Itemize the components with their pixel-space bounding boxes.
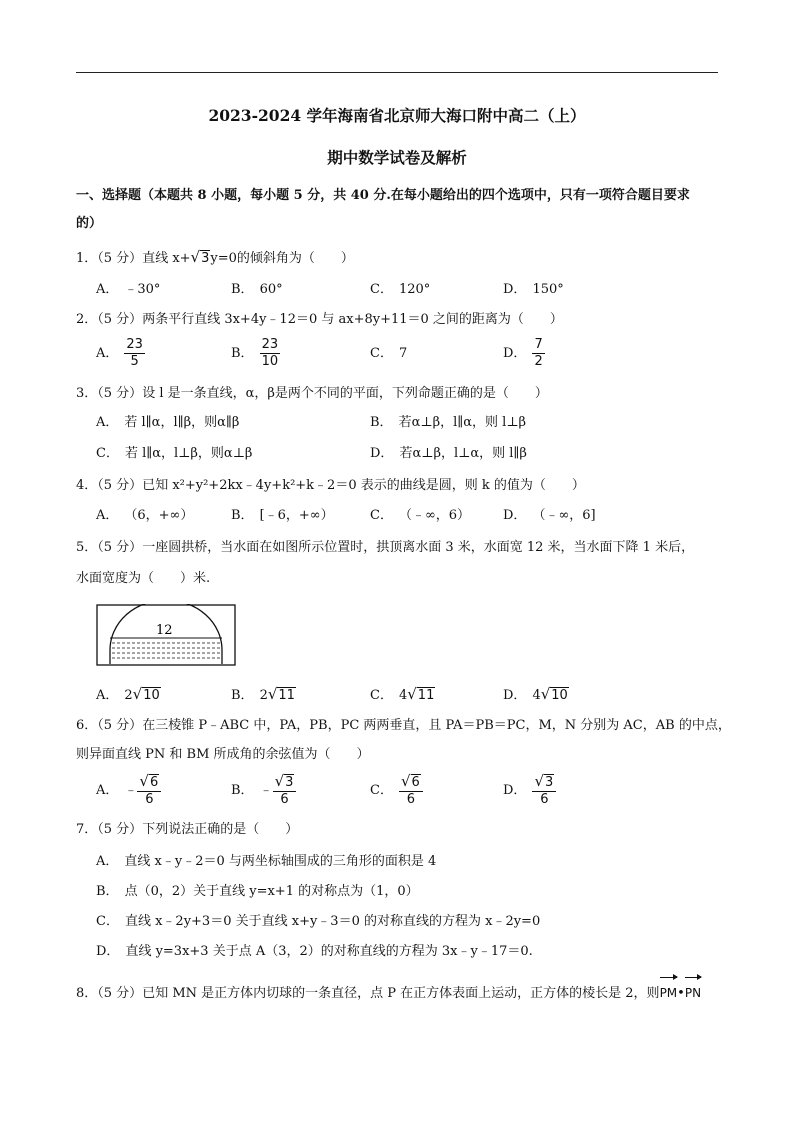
exam-subtitle: 期中数学试卷及解析	[327, 148, 467, 167]
question-number: 8．（5 分）	[76, 986, 143, 1001]
option-a[interactable]: A． $\frac{23}{5}$	[96, 337, 143, 369]
section-heading-line2: 的）	[76, 216, 103, 231]
header-rule	[76, 72, 718, 73]
question-number: 2．（5 分）	[76, 312, 143, 327]
question-5-line2: 水面宽度为（ ）米.	[76, 571, 211, 586]
question-7	[76, 816, 726, 843]
question-1	[76, 244, 726, 272]
option-c[interactable]: C． 7	[370, 346, 408, 361]
option-b[interactable]: B． 点（0，2）关于直线 y=x+1 的对称点为（1，0）	[96, 884, 419, 899]
vector-pm: PM	[660, 980, 678, 1007]
option-a[interactable]: A． ﹣30°	[96, 282, 161, 297]
fraction: $\frac{√6}{6}$	[137, 774, 161, 807]
fraction: $\frac{√3}{6}$	[532, 774, 556, 807]
fraction: $\frac{23}{10}$	[261, 337, 279, 369]
option-b[interactable]: B． 60°	[231, 282, 283, 297]
option-a[interactable]: A． 直线 x﹣y﹣2＝0 与两坐标轴围成的三角形的面积是 4	[96, 854, 437, 869]
sqrt-expression: √10	[132, 685, 160, 703]
option-c[interactable]: C． 120°	[370, 282, 431, 297]
option-b[interactable]: B． ﹣ $\frac{√3}{6}$	[231, 774, 296, 807]
option-d[interactable]: D． （﹣∞，6]	[503, 508, 596, 523]
fraction: $\frac{7}{2}$	[534, 337, 543, 369]
question-4	[76, 472, 726, 499]
option-d[interactable]: D． $\frac{7}{2}$	[503, 337, 543, 369]
question-number: 3．（5 分）	[76, 386, 143, 401]
option-b[interactable]: B． [﹣6，+∞）	[231, 508, 334, 523]
option-d[interactable]: D． 4√10	[503, 684, 569, 706]
question-number: 5．（5 分）	[76, 540, 143, 555]
question-number: 1．（5 分）	[76, 251, 143, 266]
section-heading	[76, 182, 722, 238]
option-d[interactable]: D． 若α⊥β，l⊥α，则 l∥β	[370, 446, 527, 461]
question-text: 设 l 是一条直线，α，β是两个不同的平面，下列命题正确的是（ ）	[142, 386, 548, 401]
question-text: 直线 x+	[142, 251, 191, 266]
fraction: $\frac{23}{5}$	[126, 337, 143, 369]
section-heading-line1: 一、选择题（本题共 8 小题，每小题 5 分，共 40 分.在每小题给出的四个选项中，只有一项符合题目要求	[76, 188, 690, 203]
dot-operator: •	[677, 986, 685, 1001]
arch-bridge-figure	[96, 604, 236, 666]
option-c[interactable]: C． （﹣∞，6）	[370, 508, 471, 523]
question-6-line2: 则异面直线 PN 和 BM 所成角的余弦值为（ ）	[76, 747, 370, 762]
question-2	[76, 306, 726, 333]
option-c[interactable]: C． 4√11	[370, 684, 435, 706]
option-d[interactable]: D． $\frac{√3}{6}$	[503, 774, 556, 807]
option-a[interactable]: A． 若 l∥α，l∥β，则α∥β	[96, 415, 240, 430]
figure-label: 12	[156, 623, 173, 638]
question-text: 已知 MN 是正方体内切球的一条直径，点 P 在正方体表面上运动，正方体的棱长是 2，则	[142, 986, 660, 1001]
question-3	[76, 380, 726, 407]
exam-title: 2023-2024 学年海南省北京师大海口附中高二（上）	[208, 106, 586, 125]
question-text: 在三棱锥 P﹣ABC 中，PA，PB，PC 两两垂直，且 PA＝PB＝PC，M，N 分别为 AC，AB 的中点，	[142, 718, 731, 733]
question-text: 已知 x²+y²+2kx﹣4y+k²+k﹣2＝0 表示的曲线是圆，则 k 的值为（ ）	[142, 478, 585, 493]
question-text: 两条平行直线 3x+4y﹣12＝0 与 ax+8y+11＝0 之间的距离为（ ）	[142, 312, 563, 327]
sqrt-expression: √3	[190, 248, 210, 266]
option-b[interactable]: B． $\frac{23}{10}$	[231, 337, 279, 369]
option-b[interactable]: B． 2√11	[231, 684, 296, 706]
question-5	[76, 534, 726, 561]
question-6	[76, 712, 731, 739]
sqrt-expression: √11	[267, 685, 295, 703]
question-text: y=0的倾斜角为（ ）	[210, 251, 354, 266]
question-number: 7．（5 分）	[76, 822, 143, 837]
sqrt-expression: √10	[540, 685, 568, 703]
option-a[interactable]: A． ﹣ $\frac{√6}{6}$	[96, 774, 161, 807]
option-c[interactable]: C． 直线 x﹣2y+3＝0 关于直线 x+y﹣3＝0 的对称直线的方程为 x﹣2y=0	[96, 914, 541, 929]
question-number: 6．（5 分）	[76, 718, 143, 733]
question-number: 4．（5 分）	[76, 478, 143, 493]
option-c[interactable]: C． 若 l∥α，l⊥β，则α⊥β	[96, 446, 253, 461]
sqrt-expression: √11	[407, 685, 435, 703]
option-a[interactable]: A． （6，+∞）	[96, 508, 194, 523]
option-d[interactable]: D． 150°	[503, 282, 564, 297]
fraction: $\frac{√3}{6}$	[273, 774, 297, 807]
option-b[interactable]: B． 若α⊥β，l∥α，则 l⊥β	[370, 415, 527, 430]
question-8	[76, 980, 726, 1007]
question-text: 一座圆拱桥，当水面在如图所示位置时，拱顶离水面 3 米，水面宽 12 米，当水面下降 1 米后，	[142, 540, 695, 555]
option-c[interactable]: C． $\frac{√6}{6}$	[370, 774, 423, 807]
question-text: 下列说法正确的是（ ）	[142, 822, 299, 837]
fraction: $\frac{√6}{6}$	[399, 774, 423, 807]
option-d[interactable]: D． 直线 y=3x+3 关于点 A（3，2）的对称直线的方程为 3x﹣y﹣17＝0.	[96, 944, 533, 959]
option-a[interactable]: A． 2√10	[96, 684, 161, 706]
vector-pn: PN	[685, 980, 701, 1007]
